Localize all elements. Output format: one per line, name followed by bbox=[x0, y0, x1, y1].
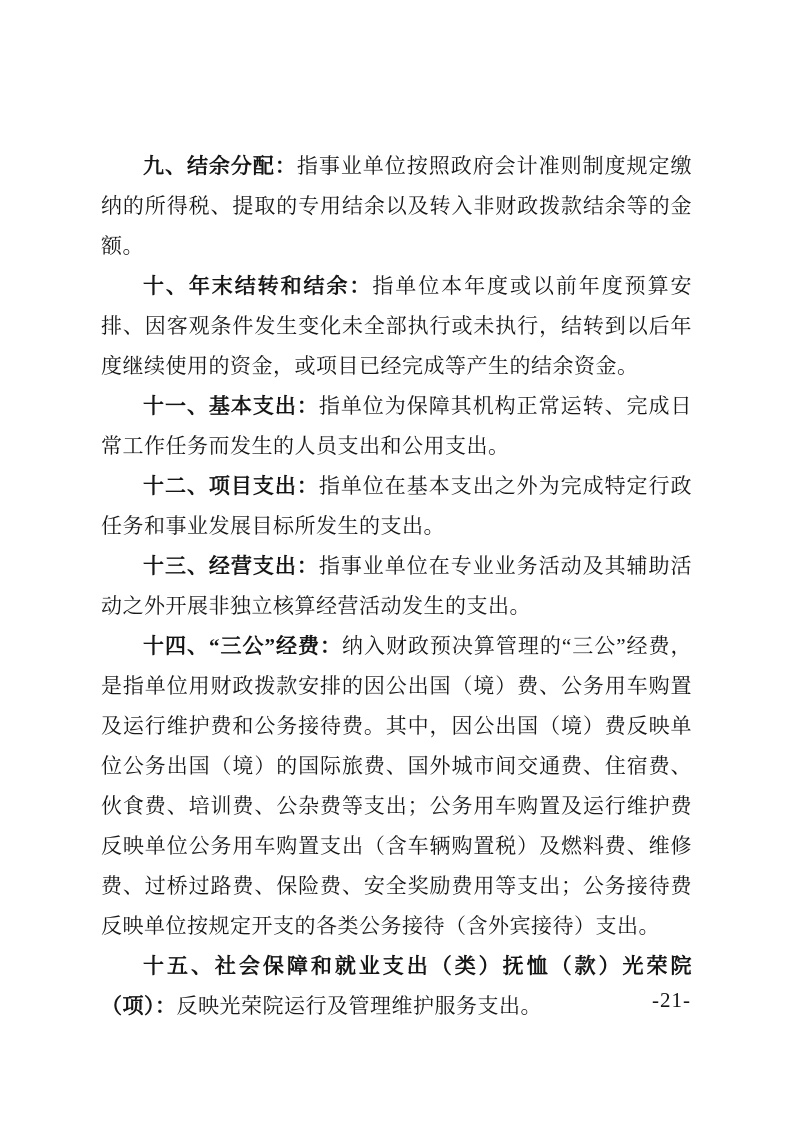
paragraph-item-14 bbox=[101, 626, 692, 946]
paragraph-item-10 bbox=[101, 266, 692, 386]
paragraph-text: 反映光荣院运行及管理维护服务支出。 bbox=[176, 994, 542, 1018]
paragraph-heading: 十三、经营支出： bbox=[143, 554, 319, 578]
paragraph-item-15 bbox=[101, 946, 692, 1026]
paragraph-heading: 十五、社会保障和就业支出（类）抚恤（款）光荣院（项）： bbox=[101, 954, 692, 1018]
paragraph-heading: 十四、“三公”经费： bbox=[143, 634, 342, 658]
document-body bbox=[101, 146, 692, 1026]
paragraph-heading: 十二、项目支出： bbox=[143, 474, 319, 498]
paragraph-text: 纳入财政预决算管理的“三公”经费，是指单位用财政拨款安排的因公出国（境）费、公务用车购置及运行维护费和公务接待费。其中，因公出国（境）费反映单位公务出国（境）的国际旅费、国外城市间交通费、住宿费、伙食费、培训费、公杂费等支出；公务用车购置及运行维护费反映单位公务用车购置支出（含车辆购置税）及燃料费、维修费、过桥过路费、保险费、安全奖励费用等支出；公务接待费反映单位按规定开支的各类公务接待（含外宾接待）支出。 bbox=[101, 634, 693, 938]
paragraph-item-12 bbox=[101, 466, 692, 546]
paragraph-text: 指单位本年度或以前年度预算安排、因客观条件发生变化未全部执行或未执行，结转到以后年度继续使用的资金，或项目已经完成等产生的结余资金。 bbox=[101, 274, 693, 378]
paragraph-item-9 bbox=[101, 146, 692, 266]
paragraph-item-13 bbox=[101, 546, 692, 626]
paragraph-text: 指事业单位按照政府会计准则制度规定缴纳的所得税、提取的专用结余以及转入非财政拨款结余等的金额。 bbox=[101, 154, 693, 258]
paragraph-text: 指单位为保障其机构正常运转、完成日常工作任务而发生的人员支出和公用支出。 bbox=[101, 394, 693, 458]
paragraph-item-11 bbox=[101, 386, 692, 466]
paragraph-text: 指事业单位在专业业务活动及其辅助活动之外开展非独立核算经营活动发生的支出。 bbox=[101, 554, 693, 618]
paragraph-heading: 九、结余分配： bbox=[143, 154, 297, 178]
paragraph-text: 指单位在基本支出之外为完成特定行政任务和事业发展目标所发生的支出。 bbox=[101, 474, 693, 538]
paragraph-heading: 十一、基本支出： bbox=[143, 394, 319, 418]
page-number: -21- bbox=[652, 988, 691, 1012]
paragraph-heading: 十、年末结转和结余： bbox=[143, 274, 373, 298]
